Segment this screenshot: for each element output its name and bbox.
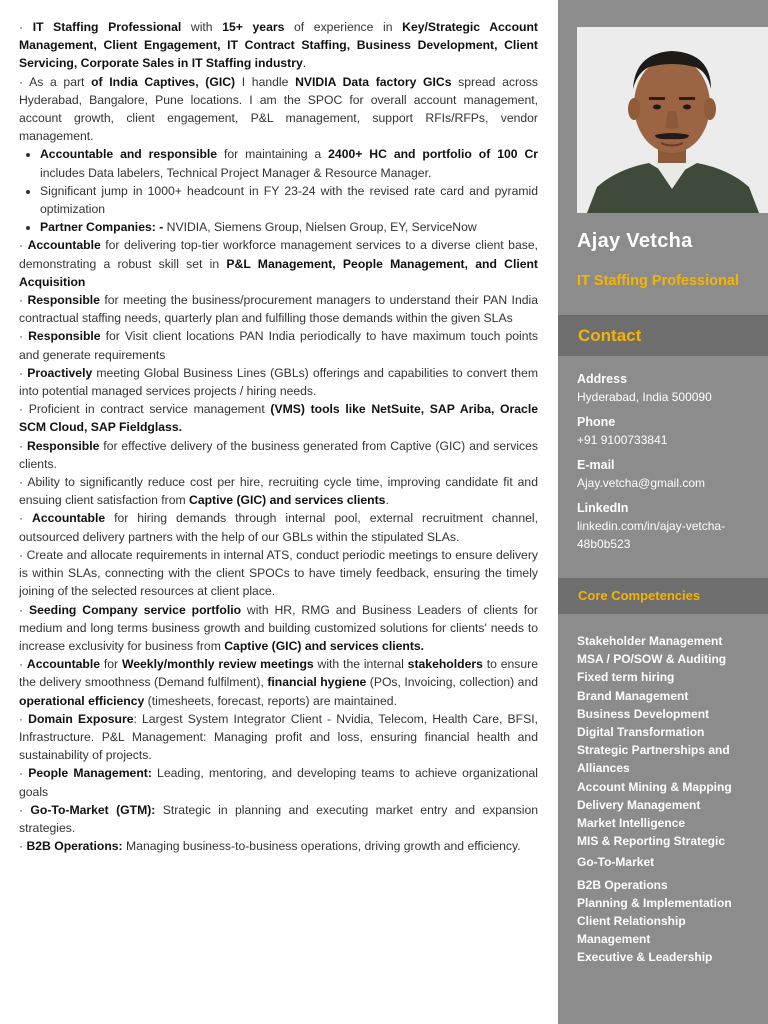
text-run: Managing business-to-business operations, driving growth and efficiency. (122, 839, 521, 854)
bold-text: stakeholders (407, 657, 483, 672)
text-run: : Largest System Integrator Client - Nvidia, Telecom, Health Care, BFSI, Infrastructure. P&L Management: Managing profit and loss, ensuring financial health and sustainability of projects. (19, 711, 538, 763)
contact-heading: Contact (558, 315, 768, 356)
text-run: for meeting the business/procurement managers to understand their PAN India contractual staffing needs, quarterly plan and fulfilling those demands within the given SLAs (19, 293, 538, 326)
bullet-item (40, 145, 538, 181)
competency-item: Brand Management (577, 688, 689, 703)
bold-text: Seeding Company service portfolio (28, 602, 242, 617)
text-run: · (19, 20, 33, 34)
text-run: . (302, 56, 307, 71)
text-run: I handle (235, 74, 296, 89)
bold-text: 2400+ HC and portfolio of 100 Cr (328, 147, 539, 162)
text-run: for maintaining a (217, 147, 329, 162)
text-run: with the internal (313, 657, 408, 672)
text-run: to ensure the delivery smoothness (Demand fulfilment), (19, 657, 538, 690)
text-run: · (19, 802, 31, 817)
text-run: · Proficient in contract service management (19, 402, 271, 417)
bold-text: People Management: (28, 766, 152, 781)
summary-paragraph (19, 437, 538, 473)
bold-text: Accountable (26, 657, 101, 672)
text-run: Strategic in planning and executing market entry and expansion strategies. (19, 802, 539, 835)
summary-paragraph (19, 364, 538, 400)
text-run: · (19, 438, 27, 453)
email-value[interactable]: Ajay.vetcha@gmail.com (577, 476, 706, 490)
competency-item: Delivery Management (577, 797, 701, 812)
text-run: (POs, Invoicing, collection) and (366, 675, 538, 690)
summary-paragraph (19, 710, 538, 765)
competency-item: B2B Operations (577, 877, 668, 892)
competency-item: Executive & Leadership (577, 950, 713, 965)
text-run: · (19, 329, 29, 344)
profile-photo (577, 27, 768, 213)
bold-text: Proactively (27, 365, 93, 380)
competency-item: Client Relationship Management (577, 914, 686, 947)
bold-text: operational efficiency (19, 693, 145, 708)
summary-paragraph (19, 601, 538, 656)
bold-text: Partner Companies: - (40, 220, 164, 235)
text-run: for (100, 657, 122, 672)
person-name: Ajay Vetcha (577, 230, 693, 252)
bold-text: Go-To-Market (GTM): (30, 802, 156, 817)
competency-item: Planning & Implementation (577, 895, 732, 910)
summary-paragraph (19, 764, 538, 800)
summary-paragraph (19, 473, 538, 509)
summary-paragraph (19, 73, 538, 146)
text-run: . (385, 493, 389, 508)
text-run: for effective delivery of the business generated from Captive (GIC) and services clients. (19, 438, 538, 471)
text-run: · (19, 293, 28, 308)
text-run: · Ability to significantly reduce cost per hire, recruiting cycle time, improving candidate fit and ensuing client satisfaction from (19, 475, 538, 508)
portrait-image (577, 27, 768, 213)
text-run: · (19, 766, 29, 781)
bold-text: Weekly/monthly review meetings (121, 657, 314, 672)
summary-paragraph (19, 655, 538, 710)
bold-text: Captive (GIC) and services clients (189, 493, 386, 508)
address-value: Hyderabad, India 500090 (577, 390, 712, 404)
bold-text: Responsible (27, 293, 100, 308)
text-run: · (19, 602, 29, 617)
text-run: NVIDIA, Siemens Group, Nielsen Group, EY, ServiceNow (163, 220, 477, 235)
bullet-list (19, 145, 538, 236)
summary-paragraph (19, 546, 538, 601)
text-run: · As a part (19, 74, 92, 89)
text-run: with HR, RMG and Business Leaders of clients for medium and long terms business growth and building customized solutions for clients' needs to increase exclusivity for business from (19, 602, 538, 653)
summary-paragraph (19, 236, 538, 291)
person-title: IT Staffing Professional (577, 273, 739, 289)
text-run: meeting Global Business Lines (GBLs) offerings and capabilities to convert them into potential managed services projects / hiring needs. (19, 365, 538, 399)
text-run: · Create and allocate requirements in internal ATS, conduct periodic meetings to ensure delivery is within SLAs, connecting with the client SPOCs to have timely feedback, ensuring the timely joining of the selected resources at client place. (19, 547, 538, 599)
bold-text: P&L Management, People Management, and Client Acquisition (19, 256, 538, 289)
text-run: spread across Hyderabad, Bangalore, Pune locations. I am the SPOC for overall account management, account growth, client engagement, P&L management, support RFIs/RFPs, vendor management. (19, 74, 539, 144)
bold-text: Responsible (28, 329, 101, 344)
text-run: · (19, 657, 27, 672)
linkedin-value[interactable]: linkedin.com/in/ajay-vetcha-48b0b523 (577, 519, 726, 551)
bold-text: IT Staffing Professional (32, 20, 182, 34)
bold-text: Accountable and responsible (40, 147, 218, 162)
summary-paragraph (19, 327, 538, 363)
bold-text: (VMS) tools like NetSuite, SAP Ariba, Oracle SCM Cloud, SAP Fieldglass. (19, 402, 538, 435)
competencies-heading: Core Competencies (558, 578, 768, 614)
competency-item: Go-To-Market (577, 855, 655, 870)
summary-paragraph (19, 18, 538, 73)
competency-item: Fixed term hiring (577, 670, 675, 685)
bold-text: Domain Exposure (28, 711, 134, 726)
text-run: with (181, 20, 223, 34)
phone-label: Phone (577, 415, 616, 429)
text-run: · (19, 365, 28, 380)
bold-text: Captive (GIC) and services clients. (224, 638, 425, 653)
summary-paragraph (19, 400, 538, 436)
text-run: · (19, 511, 33, 526)
text-run: · (19, 711, 29, 726)
competency-item: MSA / PO/SOW & Auditing (577, 652, 727, 667)
bullet-item (40, 182, 538, 218)
text-run: includes Data labelers, Technical Project Manager & Resource Manager. (40, 165, 432, 180)
bold-text: of India Captives, (GIC) (91, 74, 236, 89)
experience-summary (19, 18, 538, 855)
bullet-item (40, 218, 538, 236)
summary-paragraph (19, 801, 538, 837)
bold-text: B2B Operations: (26, 839, 123, 854)
text-run: · (19, 238, 28, 253)
summary-paragraph (19, 837, 538, 855)
address-label: Address (577, 372, 628, 386)
bold-text: 15+ years (222, 20, 285, 34)
text-run: for Visit client locations PAN India periodically to have maximum touch points and generate requirements (19, 329, 538, 362)
bold-text: NVIDIA Data factory GICs (295, 74, 452, 89)
bold-text: financial hygiene (267, 675, 367, 690)
competency-item: Stakeholder Management (577, 634, 723, 648)
bold-text: Accountable (27, 238, 101, 253)
competencies-list (577, 632, 762, 967)
contact-details (577, 370, 762, 560)
text-run: for hiring demands through internal pool, external recruitment channel, outsourced delivery partners with the help of our GBLs within the stipulated SLAs. (19, 511, 538, 544)
bold-text: Responsible (26, 438, 100, 453)
bold-text: Accountable (32, 511, 106, 526)
competency-item: Strategic Partnerships and Alliances (577, 743, 730, 776)
text-run: (timesheets, forecast, reports) are maintained. (144, 693, 397, 708)
text-run: Significant jump in 1000+ headcount in FY 23-24 with the revised rate card and pyramid optimization (40, 183, 538, 217)
competency-item: Account Mining & Mapping (577, 779, 732, 794)
text-run: of experience in (284, 20, 403, 34)
summary-paragraph (19, 509, 538, 545)
sidebar (558, 0, 768, 1024)
text-run: for delivering top-tier workforce management services to a diverse client base, demonstrating a robust skill set in (19, 238, 538, 271)
competency-item: Business Development (577, 706, 710, 721)
linkedin-label: LinkedIn (577, 501, 629, 515)
text-run: Leading, mentoring, and developing teams to achieve organizational goals (19, 766, 538, 799)
summary-paragraph (19, 291, 538, 327)
email-label: E-mail (577, 458, 615, 472)
text-run: · (19, 839, 27, 854)
competency-item: Market Intelligence (577, 816, 686, 831)
phone-value: +91 9100733841 (577, 433, 668, 447)
competency-item: MIS & Reporting Strategic (577, 834, 726, 849)
bold-text: Key/Strategic Account Management, Client Engagement, IT Contract Staffing, Business Development, Client Servicing, Corporate Sales in IT Staffing industry (19, 20, 538, 71)
competency-item: Digital Transformation (577, 725, 705, 740)
